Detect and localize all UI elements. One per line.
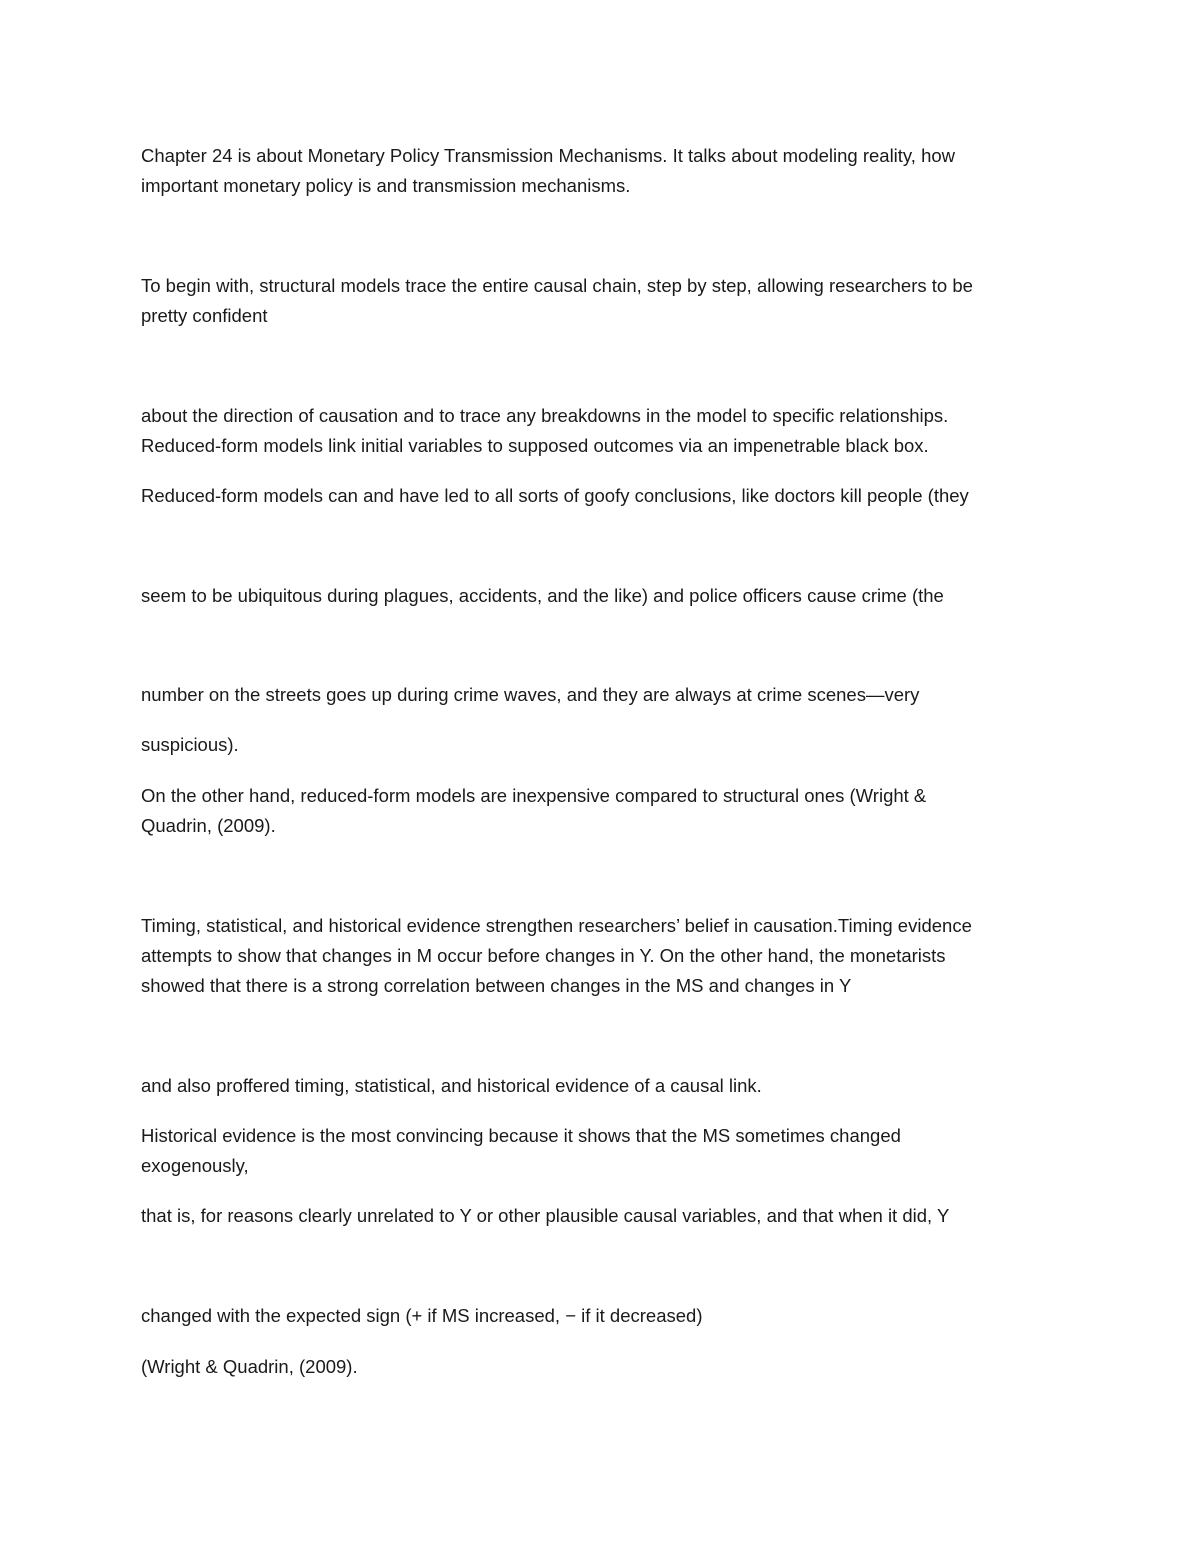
text-line: pretty confident <box>141 305 268 326</box>
text-line: exogenously, <box>141 1155 249 1176</box>
text-line: To begin with, structural models trace the entire causal chain, step by step, allowing researchers to be <box>141 275 973 296</box>
text-line: and also proffered timing, statistical, and historical evidence of a causal link. <box>141 1075 762 1096</box>
text-line: Quadrin, (2009). <box>141 815 276 836</box>
text-line: changed with the expected sign (+ if MS increased, − if it decreased) <box>141 1305 703 1326</box>
text-line: Reduced-form models can and have led to all sorts of goofy conclusions, like doctors kill people (they <box>141 485 969 506</box>
text-line: Historical evidence is the most convincing because it shows that the MS sometimes changed <box>141 1125 901 1146</box>
text-line: Reduced-form models link initial variables to supposed outcomes via an impenetrable black box. <box>141 435 929 456</box>
text-line: On the other hand, reduced-form models are inexpensive compared to structural ones (Wright & <box>141 785 927 806</box>
text-line: about the direction of causation and to trace any breakdowns in the model to specific relationships. <box>141 405 949 426</box>
text-line: seem to be ubiquitous during plagues, accidents, and the like) and police officers cause crime (the <box>141 585 944 606</box>
text-line: (Wright & Quadrin, (2009). <box>141 1356 358 1377</box>
text-line: Timing, statistical, and historical evidence strengthen researchers’ belief in causation.Timing evidence <box>141 915 972 936</box>
text-line: number on the streets goes up during crime waves, and they are always at crime scenes—very <box>141 684 920 705</box>
text-line: attempts to show that changes in M occur before changes in Y. On the other hand, the monetarists <box>141 945 946 966</box>
text-line: important monetary policy is and transmission mechanisms. <box>141 175 631 196</box>
text-line: showed that there is a strong correlation between changes in the MS and changes in Y <box>141 975 852 996</box>
text-line: Chapter 24 is about Monetary Policy Transmission Mechanisms. It talks about modeling reality, how <box>141 145 956 166</box>
text-line: that is, for reasons clearly unrelated to Y or other plausible causal variables, and that when it did, Y <box>141 1205 950 1226</box>
text-line: suspicious). <box>141 734 239 755</box>
